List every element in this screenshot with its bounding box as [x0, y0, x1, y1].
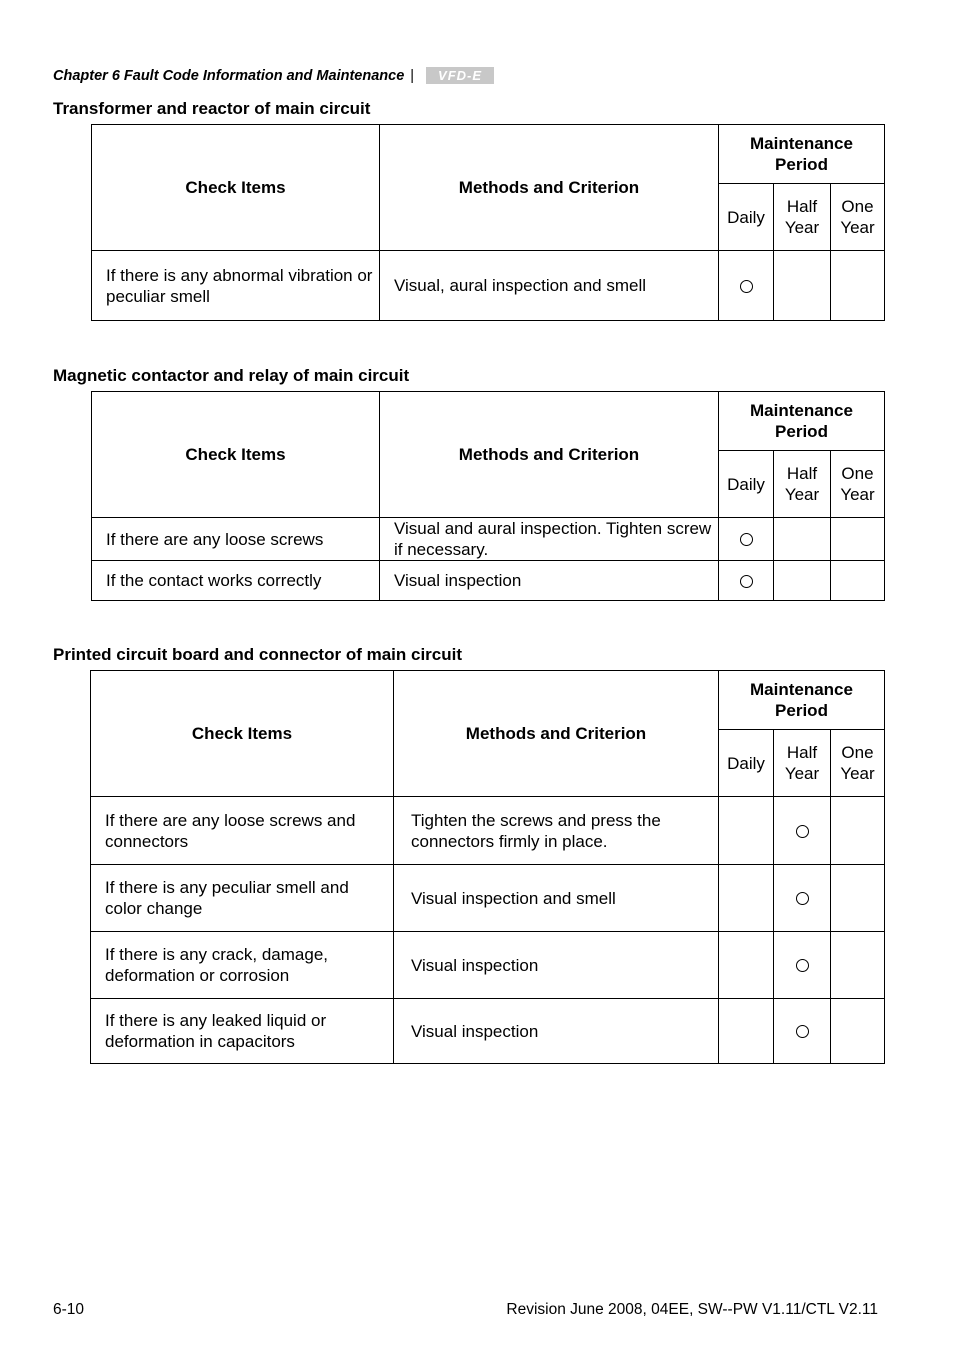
daily-cell [719, 797, 774, 865]
vfd-e-logo: VFD-E [426, 67, 494, 84]
header-one-year: One Year [831, 451, 885, 518]
chapter-header [53, 67, 494, 84]
one-year-cell [831, 932, 885, 999]
table-row [92, 518, 885, 561]
header-daily: Daily [719, 730, 774, 797]
one-year-cell [831, 865, 885, 932]
check-mark-circle-icon [740, 575, 753, 588]
check-mark-circle-icon [796, 892, 809, 905]
header-maintenance-period: Maintenance Period [719, 392, 885, 451]
check-mark-circle-icon [796, 1025, 809, 1038]
check-item-cell: If there are any loose screws and connectors [91, 797, 394, 865]
check-item-cell: If there is any leaked liquid or deformation in capacitors [91, 999, 394, 1064]
table-row [91, 932, 885, 999]
header-maintenance-period: Maintenance Period [719, 125, 885, 184]
table-row [92, 251, 885, 321]
section-title-pcb: Printed circuit board and connector of main circuit [53, 645, 463, 664]
method-cell: Tighten the screws and press the connectors firmly in place. [394, 797, 719, 865]
half-year-cell [774, 797, 831, 865]
check-item-cell: If there is any crack, damage, deformation or corrosion [91, 932, 394, 999]
chapter-title: Chapter 6 Fault Code Information and Maintenance [53, 67, 405, 84]
check-item-cell: If there are any loose screws [92, 518, 380, 561]
header-check-items: Check Items [92, 392, 380, 518]
header-separator: | [410, 67, 415, 84]
check-mark-circle-icon [740, 280, 753, 293]
one-year-cell [831, 797, 885, 865]
header-daily: Daily [719, 184, 774, 251]
half-year-cell [774, 932, 831, 999]
method-cell: Visual and aural inspection. Tighten screw if necessary. [380, 518, 719, 561]
table-row [91, 999, 885, 1064]
table-row [91, 865, 885, 932]
table-row [91, 797, 885, 865]
header-half-year: Half Year [774, 730, 831, 797]
one-year-cell [831, 999, 885, 1064]
maintenance-table-transformer [91, 124, 885, 321]
half-year-cell [774, 999, 831, 1064]
check-mark-circle-icon [740, 533, 753, 546]
header-one-year: One Year [831, 730, 885, 797]
method-cell: Visual inspection [394, 932, 719, 999]
check-mark-circle-icon [796, 959, 809, 972]
method-cell: Visual inspection [394, 999, 719, 1064]
check-mark-circle-icon [796, 825, 809, 838]
header-check-items: Check Items [91, 671, 394, 797]
one-year-cell [831, 251, 885, 321]
header-half-year: Half Year [774, 451, 831, 518]
table-row [92, 561, 885, 601]
daily-cell [719, 932, 774, 999]
header-methods: Methods and Criterion [394, 671, 719, 797]
header-daily: Daily [719, 451, 774, 518]
section-title-contactor: Magnetic contactor and relay of main circuit [53, 366, 410, 385]
daily-cell [719, 999, 774, 1064]
check-item-cell: If there is any peculiar smell and color change [91, 865, 394, 932]
half-year-cell [774, 865, 831, 932]
half-year-cell [774, 518, 831, 561]
daily-cell [719, 518, 774, 561]
header-methods: Methods and Criterion [380, 392, 719, 518]
header-one-year: One Year [831, 184, 885, 251]
header-maintenance-period: Maintenance Period [719, 671, 885, 730]
revision-text: Revision June 2008, 04EE, SW--PW V1.11/CTL V2.11 [506, 1301, 878, 1318]
page-number: 6-10 [53, 1301, 85, 1318]
daily-cell [719, 865, 774, 932]
method-cell: Visual inspection and smell [394, 865, 719, 932]
daily-cell [719, 251, 774, 321]
header-methods: Methods and Criterion [380, 125, 719, 251]
maintenance-table-contactor [91, 391, 885, 601]
daily-cell [719, 561, 774, 601]
section-title-transformer: Transformer and reactor of main circuit [53, 99, 371, 118]
half-year-cell [774, 251, 831, 321]
check-item-cell: If the contact works correctly [92, 561, 380, 601]
method-cell: Visual, aural inspection and smell [380, 251, 719, 321]
check-item-cell: If there is any abnormal vibration or peculiar smell [92, 251, 380, 321]
one-year-cell [831, 561, 885, 601]
half-year-cell [774, 561, 831, 601]
method-cell: Visual inspection [380, 561, 719, 601]
maintenance-table-pcb [90, 670, 885, 1064]
header-check-items: Check Items [92, 125, 380, 251]
header-half-year: Half Year [774, 184, 831, 251]
one-year-cell [831, 518, 885, 561]
